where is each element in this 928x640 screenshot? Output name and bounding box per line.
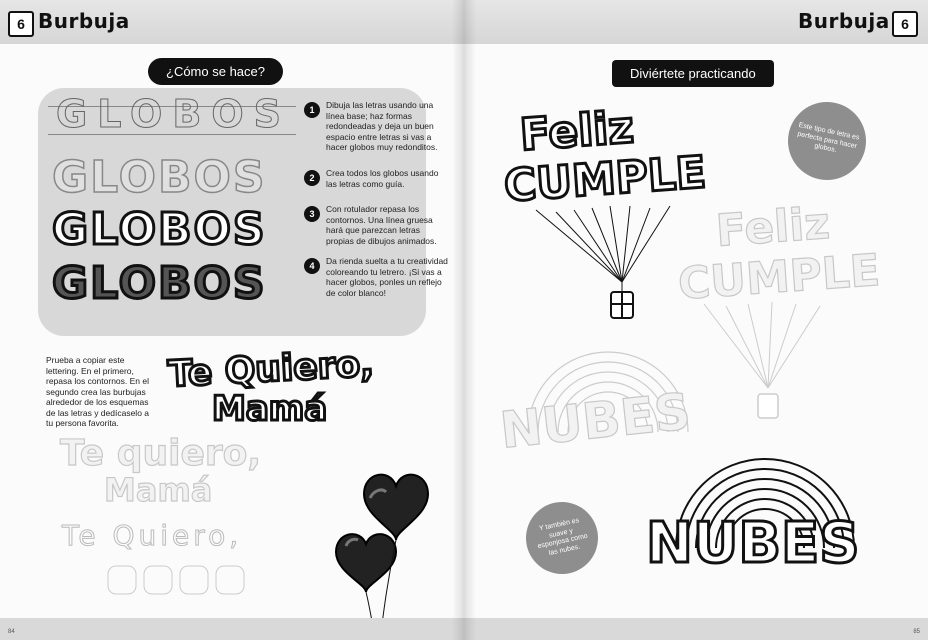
page-number-right: 85	[913, 629, 920, 635]
section-title-how: ¿Cómo se hace?	[148, 58, 283, 85]
right-footer-bar	[464, 618, 928, 640]
skeleton-te-quiero: Te Quiero,	[62, 519, 243, 552]
note-circle-top: Este tipo de letra es perfecta para hacer globos.	[781, 95, 874, 188]
ghost-cumple: CUMPLE	[676, 245, 882, 310]
note-circle-bottom: Y también es suave y esponjosa como las nubes.	[519, 495, 604, 580]
step3-inked-letters: GLOBOS	[52, 204, 267, 255]
section-title-practice: Diviértete practicando	[612, 60, 774, 87]
step1-sketch-letters: GLOBOS	[56, 92, 291, 136]
step-number-4: 4	[304, 258, 320, 274]
step-text-4: Da rienda suelta a tu creatividad coloreando tu letrero. ¡Si vas a hacer globos, ponles un reflejo de color blanco!	[326, 256, 448, 298]
step2-balloon-outlines: GLOBOS	[52, 152, 267, 203]
ghost-feliz: Feliz	[714, 198, 832, 257]
step-text-2: Crea todos los globos usando las letras como guía.	[326, 168, 439, 189]
empty-bubble-boxes	[104, 562, 264, 598]
chapter-number-badge: 6	[8, 11, 34, 37]
lettering-cumple: CUMPLE	[502, 147, 708, 212]
lettering-feliz: Feliz	[518, 102, 636, 161]
step4-colored-letters: GLOBOS	[52, 258, 267, 309]
step-number-3: 3	[304, 206, 320, 222]
chapter-title-right: Burbuja	[798, 9, 890, 33]
book-gutter	[452, 0, 476, 640]
trace-te-quiero: Te quiero,	[60, 433, 262, 474]
balloon-strings-gift-icon	[534, 200, 684, 330]
lettering-mama: Mamá	[212, 389, 328, 429]
page-number-left: 84	[8, 629, 15, 635]
step-number-2: 2	[304, 170, 320, 186]
step-number-1: 1	[304, 102, 320, 118]
lettering-te-quiero: Te Quiero,	[167, 343, 375, 396]
right-page	[464, 0, 928, 640]
left-footer-bar	[0, 618, 464, 640]
chapter-title: Burbuja	[38, 9, 130, 33]
practice-instructions: Prueba a copiar este lettering. En el primero, repasa los contornos. En el segundo crea las burbujas alrededor de los esquemas de las letras y dedícaselo a tu persona favorita.	[46, 355, 150, 428]
step-text-3: Con rotulador repasa los contornos. Una línea gruesa hará que parezcan letras propias de dibujos animados.	[326, 204, 437, 246]
heart-balloons-icon	[326, 468, 446, 640]
ghost-balloon-strings-icon	[702, 298, 842, 426]
chapter-number-badge-right: 6	[892, 11, 918, 37]
lettering-nubes: NUBES	[646, 511, 860, 576]
trace-mama: Mamá	[104, 471, 213, 509]
ghost-nubes: NUBES	[497, 382, 694, 460]
step-text-1: Dibuja las letras usando una línea base; haz formas redondeadas y deja un buen espacio entre letras si vas a hacer globos muy redonditos.	[326, 100, 438, 152]
